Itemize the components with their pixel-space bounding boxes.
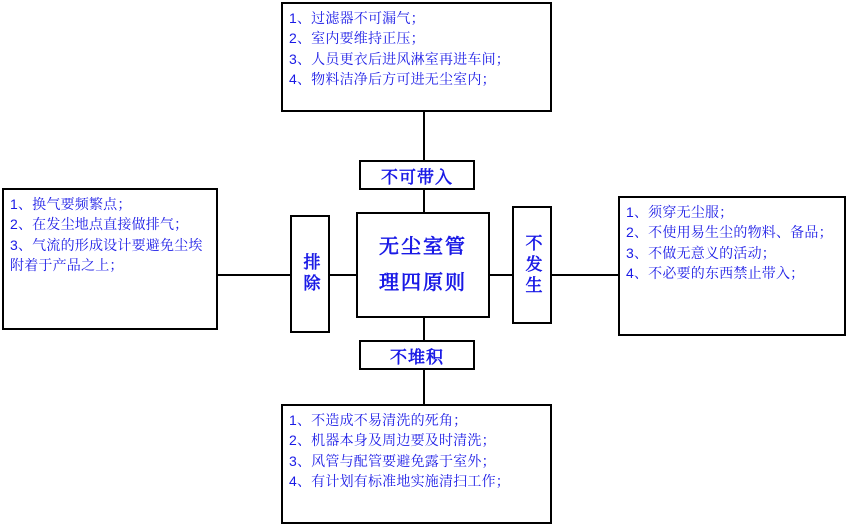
center-title-line1: 无尘室管 [379, 236, 467, 258]
right-notes-box [618, 196, 846, 336]
top-label-box [359, 160, 475, 190]
bottom-notes-box [281, 404, 552, 524]
bottom-note-4: 4、有计划有标准地实施清扫工作； [289, 472, 510, 489]
top-note-3: 3、人员更衣后进风淋室再进车间； [289, 50, 510, 67]
connector-top-vertical [423, 112, 425, 162]
connector-right-outer [552, 274, 618, 276]
top-note-2: 2、室内要维持正压； [289, 30, 425, 47]
center-title-line2: 理四原则 [379, 272, 467, 294]
right-label-box [512, 206, 552, 324]
connector-bottom-vertical [423, 368, 425, 404]
bottom-note-2: 2、机器本身及周边要及时清洗； [289, 432, 496, 449]
bottom-note-3: 3、风管与配管要避免露于室外； [289, 452, 496, 469]
left-note-1: 1、换气要频繁点； [10, 196, 132, 212]
right-note-3: 3、不做无意义的活动； [626, 244, 776, 261]
left-label-text: 排除 [300, 253, 320, 295]
connector-right-to-center [490, 274, 512, 276]
right-label-text: 不发生 [522, 233, 542, 297]
connector-left-to-center [330, 274, 356, 276]
bottom-note-1: 1、不造成不易清洗的死角； [289, 412, 468, 428]
connector-bottom-to-center [423, 318, 425, 342]
center-box [356, 212, 490, 318]
right-note-2: 2、不使用易生尘的物料、备品； [626, 224, 833, 241]
left-note-3: 3、气流的形成设计要避免尘埃附着于产品之上； [10, 236, 203, 273]
connector-top-to-center [423, 188, 425, 212]
left-note-2: 2、在发尘地点直接做排气； [10, 216, 189, 233]
right-note-1: 1、须穿无尘服； [626, 204, 734, 220]
top-label-text: 不可带入 [381, 167, 453, 187]
top-note-4: 4、物料洁净后方可进无尘室内； [289, 70, 496, 87]
bottom-label-box [359, 340, 475, 370]
bottom-label-text: 不堆积 [390, 347, 444, 367]
right-note-4: 4、不必要的东西禁止带入； [626, 264, 805, 281]
connector-left-outer [218, 274, 290, 276]
top-note-1: 1、过滤器不可漏气； [289, 10, 425, 26]
left-notes-box [2, 188, 218, 330]
left-label-box [290, 215, 330, 333]
top-notes-box [281, 2, 552, 112]
